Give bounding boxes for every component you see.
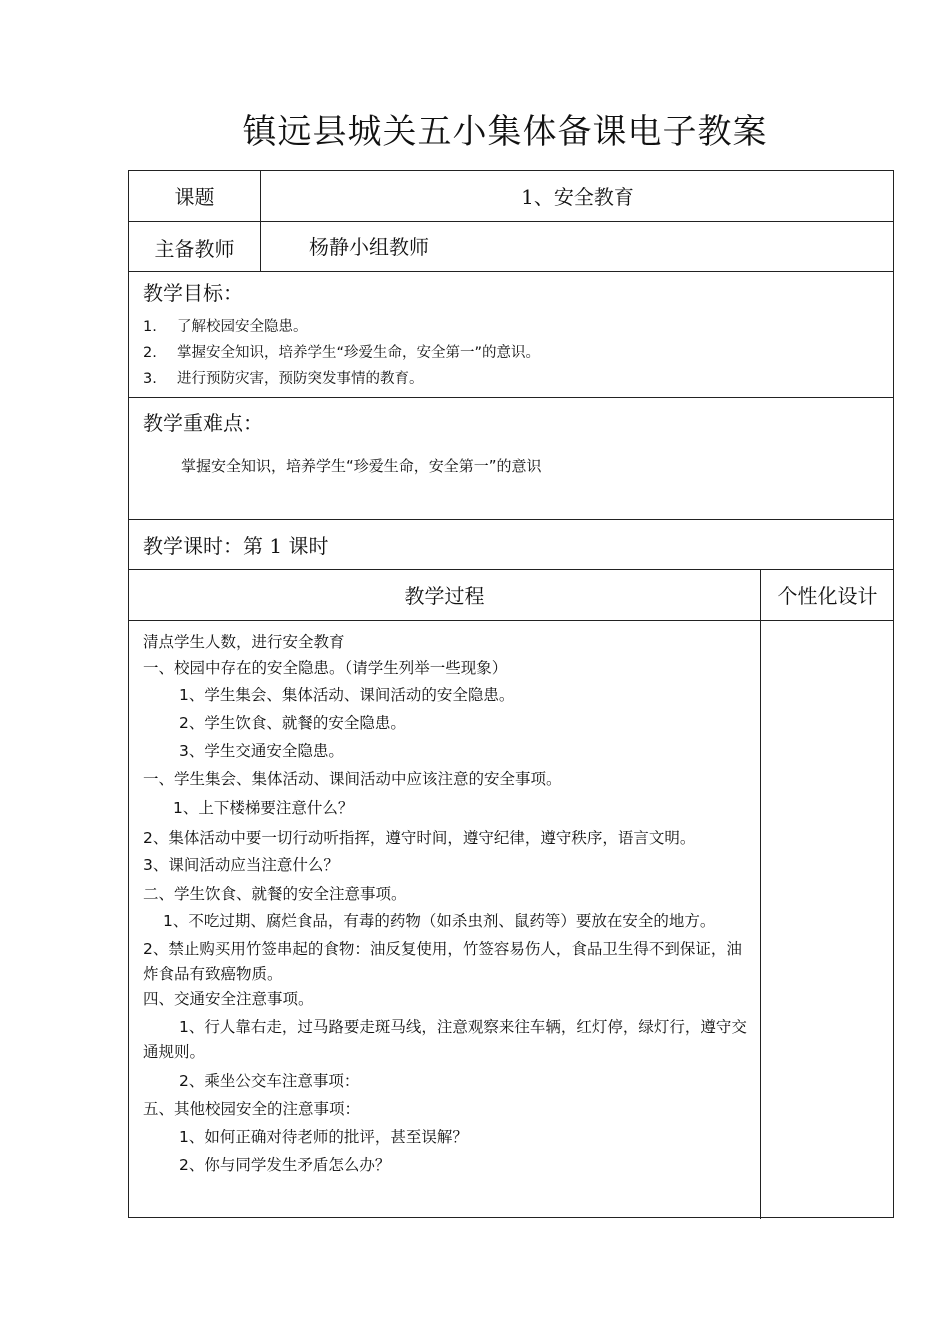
process-line: 1、不吃过期、腐烂食品，有毒的药物（如杀虫剂、鼠药等）要放在安全的地方。 bbox=[163, 912, 716, 930]
process-content-row bbox=[129, 621, 893, 1219]
hours-row bbox=[129, 520, 893, 570]
process-line: 2、集体活动中要一切行动听指挥，遵守时间，遵守纪律，遵守秩序，语言文明。 bbox=[143, 829, 696, 847]
topic-row bbox=[129, 171, 893, 222]
hours-text: 教学课时：第 1 课时 bbox=[143, 534, 329, 558]
key-points-row bbox=[129, 398, 893, 520]
process-line: 一、校园中存在的安全隐患。（请学生列举一些现象） bbox=[143, 659, 508, 677]
list-item: 3. 进行预防灾害，预防突发事情的教育。 bbox=[143, 371, 424, 387]
process-line: 2、乘坐公交车注意事项： bbox=[179, 1072, 360, 1090]
process-line: 1、学生集会、集体活动、课间活动的安全隐患。 bbox=[179, 686, 515, 704]
process-line: 四、交通安全注意事项。 bbox=[143, 990, 314, 1008]
teacher-label: 主备教师 bbox=[154, 237, 235, 261]
key-points-heading: 教学重难点： bbox=[143, 411, 263, 435]
process-line: 五、其他校园安全的注意事项： bbox=[143, 1100, 361, 1118]
personalized-design-heading: 个性化设计 bbox=[777, 584, 878, 608]
process-line: 二、学生饮食、就餐的安全注意事项。 bbox=[143, 885, 407, 903]
process-line: 3、课间活动应当注意什么？ bbox=[143, 856, 339, 874]
process-line: 1、上下楼梯要注意什么？ bbox=[173, 799, 354, 817]
process-line: 2、你与同学发生矛盾怎么办？ bbox=[179, 1156, 391, 1174]
page-title: 镇远县城关五小集体备课电子教案 bbox=[242, 112, 768, 152]
process-line: 3、学生交通安全隐患。 bbox=[179, 742, 344, 760]
list-item: 2. 掌握安全知识，培养学生“珍爱生命，安全第一”的意识。 bbox=[143, 345, 541, 361]
key-points-text: 掌握安全知识，培养学生“珍爱生命，安全第一”的意识 bbox=[181, 457, 542, 475]
list-item: 1. 了解校园安全隐患。 bbox=[143, 319, 308, 335]
process-line: 1、行人靠右走，过马路要走斑马线，注意观察来往车辆，红灯停，绿灯行，遵守交通规则。 bbox=[143, 1018, 747, 1061]
process-line: 2、禁止购买用竹签串起的食物：油反复使用，竹签容易伤人，食品卫生得不到保证，油炸食品有致癌物质。 bbox=[143, 940, 742, 983]
objectives-row bbox=[129, 272, 893, 398]
process-header-row bbox=[129, 570, 893, 621]
lesson-plan-table bbox=[128, 170, 894, 1218]
objectives-list bbox=[143, 314, 540, 392]
topic-value: 1、安全教育 bbox=[521, 185, 634, 209]
process-line: 一、学生集会、集体活动、课间活动中应该注意的安全事项。 bbox=[143, 770, 562, 788]
process-heading: 教学过程 bbox=[404, 584, 485, 608]
objectives-heading: 教学目标： bbox=[143, 281, 243, 305]
process-text bbox=[143, 629, 755, 1179]
process-line: 清点学生人数，进行安全教育 bbox=[143, 633, 345, 651]
topic-label: 课题 bbox=[174, 185, 215, 209]
process-line: 2、学生饮食、就餐的安全隐患。 bbox=[179, 714, 406, 732]
teacher-value: 杨静小组教师 bbox=[309, 235, 429, 259]
teacher-row bbox=[129, 222, 893, 272]
process-line: 1、如何正确对待老师的批评，甚至误解？ bbox=[179, 1128, 468, 1146]
